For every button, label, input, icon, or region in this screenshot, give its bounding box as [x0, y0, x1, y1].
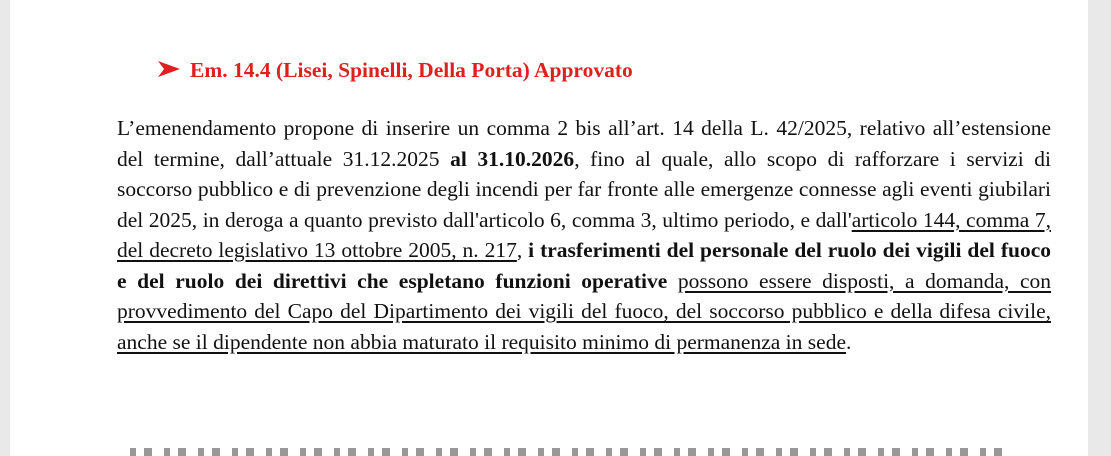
underlined-provision: possono essere disposti, a domanda, con provvedimento del Capo del Dipartimento dei vigili del fuoco, del soccorso pubblico e della difesa civile, anche se il dipendente non abbia maturato il requisito minimo di permanenza in sede [117, 268, 1052, 354]
text-segment: , [516, 238, 529, 262]
amendment-heading [156, 55, 633, 85]
text-segment: L’emenendamento propone di inserire un comma 2 bis all’art. 14 della L. 42/2025, relativo all’estensione del termine, dall’attuale 31.12.2025 [117, 116, 1051, 171]
text-segment: , fino al quale, allo scopo di rafforzare i servizi di soccorso pubblico e di prevenzione degli incendi per far fronte alle emergenze connesse agli eventi giubilari del 2025, in deroga a quanto previsto dall'articolo 6, comma 3, ultimo periodo, e dall' [117, 146, 1051, 232]
law-reference: articolo 144, comma 7, del decreto legislativo 13 ottobre 2005, n. 217 [117, 207, 1051, 262]
text-segment [667, 269, 678, 293]
bold-transfers: i trasferimenti del personale del ruolo dei vigili del fuoco e del ruolo dei direttivi che espletano funzioni operative [117, 238, 1052, 293]
cut-off-next-line [130, 448, 1010, 456]
amendment-description [117, 113, 1051, 357]
arrow-bullet-icon [156, 59, 182, 79]
document-page [10, 0, 1088, 456]
bold-date: al 31.10.2026 [450, 146, 575, 171]
amendment-title: Em. 14.4 (Lisei, Spinelli, Della Porta) Approvato [190, 58, 633, 82]
text-segment: . [845, 329, 852, 354]
